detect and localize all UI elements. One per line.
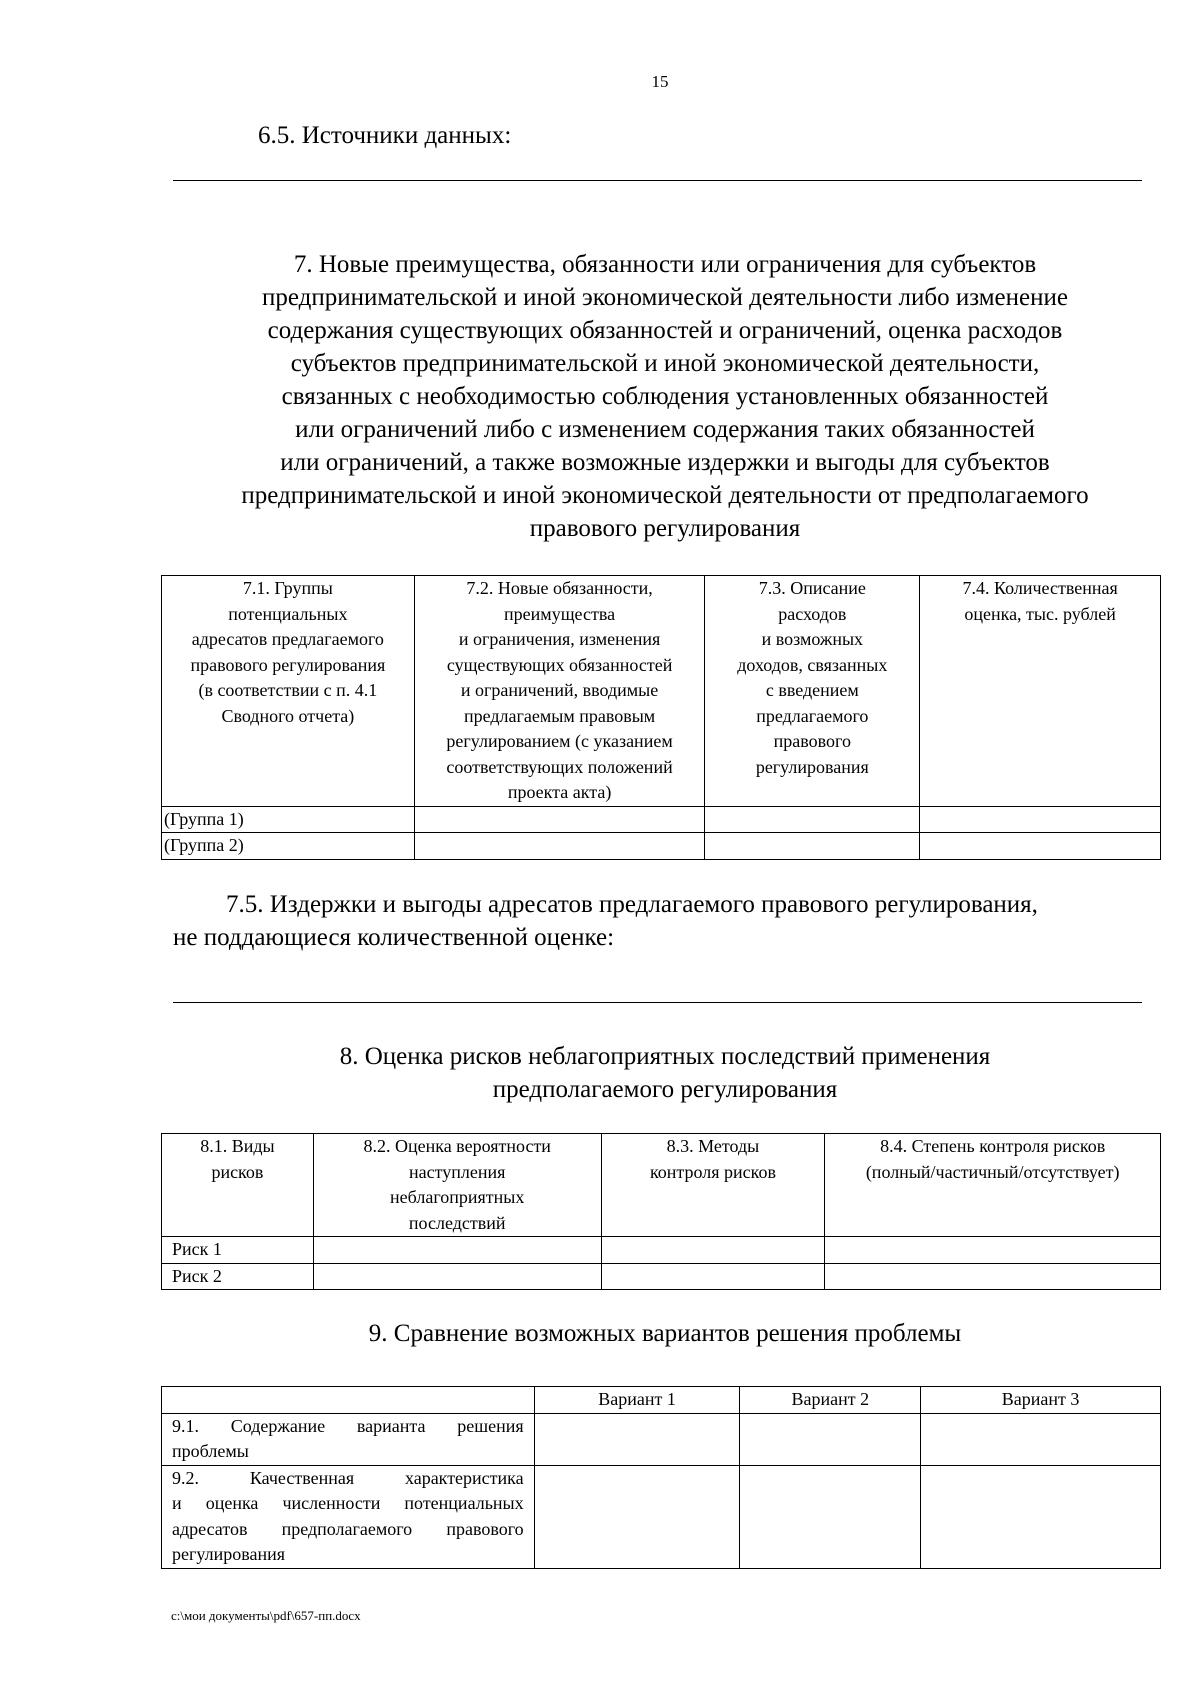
- table-cell: [920, 833, 1161, 860]
- table-cell: [921, 1465, 1161, 1568]
- header-8-2: 8.2. Оценка вероятности наступления неблагоприятных последствий: [313, 1134, 601, 1237]
- header-variant-2: Вариант 2: [740, 1387, 921, 1414]
- table-cell: (Группа 2): [162, 833, 415, 860]
- table-cell: [534, 1413, 740, 1465]
- header-7-3: 7.3. Описание расходов и возможных доходов, связанных с введением предлагаемого правового регулирования: [705, 576, 920, 807]
- table-cell: [601, 1237, 825, 1264]
- page-number: 15: [651, 72, 669, 91]
- table-row: [162, 1413, 1161, 1465]
- table-row: [162, 1263, 1161, 1290]
- table-cell: [313, 1237, 601, 1264]
- header-8-3: 8.3. Методы контроля рисков: [601, 1134, 825, 1237]
- header-7-1: 7.1. Группы потенциальных адресатов предлагаемого правового регулирования (в соответствии с п. 4.1 Сводного отчета): [162, 576, 415, 807]
- paragraph-7-5-line: 7.5. Издержки и выгоды адресатов предлагаемого правового регулирования,: [226, 891, 1038, 918]
- fill-in-line-6-5: [173, 180, 1142, 181]
- section-7-title-line: связанных с необходимостью соблюдения установленных обязанностей: [281, 383, 1049, 410]
- header-7-4: 7.4. Количественная оценка, тыс. рублей: [920, 576, 1161, 807]
- section-8-title: [160, 1040, 1170, 1106]
- section-8-title-line: предполагаемого регулирования: [492, 1076, 838, 1103]
- table-header-row: [162, 576, 1161, 807]
- table-cell: [740, 1465, 921, 1568]
- section-7-title-line: правового регулирования: [529, 515, 801, 542]
- table-row: [162, 1237, 1161, 1264]
- section-7-title-line: предпринимательской и иной экономической деятельности либо изменение: [262, 284, 1068, 311]
- table-cell: Риск 2: [162, 1263, 314, 1290]
- header-8-4: 8.4. Степень контроля рисков (полный/частичный/отсутствует): [825, 1134, 1161, 1237]
- table-header-row: [162, 1387, 1161, 1414]
- table-cell: [740, 1413, 921, 1465]
- section-7-title-line: или ограничений либо с изменением содержания таких обязанностей: [295, 416, 1035, 443]
- section-9-table: [161, 1386, 1161, 1569]
- table-header-row: [162, 1134, 1161, 1237]
- table-row: [162, 833, 1161, 860]
- section-7-title-line: содержания существующих обязанностей и ограничений, оценка расходов: [267, 317, 1063, 344]
- table-cell: [601, 1263, 825, 1290]
- section-8-title-line: 8. Оценка рисков неблагоприятных последствий применения: [339, 1043, 991, 1070]
- table-cell: (Группа 1): [162, 806, 415, 833]
- section-7-title-line: субъектов предпринимательской и иной экономической деятельности,: [290, 350, 1040, 377]
- table-cell: [705, 806, 920, 833]
- table-cell: [825, 1237, 1161, 1264]
- table-cell: [920, 806, 1161, 833]
- section-7-title-line: или ограничений, а также возможные издержки и выгоды для субъектов: [280, 449, 1050, 476]
- section-9-title: 9. Сравнение возможных вариантов решения проблемы: [368, 1320, 962, 1347]
- header-empty: [162, 1387, 535, 1414]
- footer-file-path: c:\мои документы\pdf\657-пп.docx: [171, 1608, 361, 1623]
- table-cell: [921, 1413, 1161, 1465]
- section-8-table: [161, 1133, 1161, 1290]
- table-row: [162, 1465, 1161, 1568]
- table-cell: [414, 833, 705, 860]
- paragraph-7-5-line: не поддающиеся количественной оценке:: [173, 924, 615, 951]
- table-cell: [705, 833, 920, 860]
- header-variant-3: Вариант 3: [921, 1387, 1161, 1414]
- header-variant-1: Вариант 1: [534, 1387, 740, 1414]
- row-label-9-1: 9.1. Содержание варианта решения проблемы: [162, 1413, 535, 1465]
- header-7-2: 7.2. Новые обязанности, преимущества и ограничения, изменения существующих обязанностей и ограничений, вводимые предлагаемым правовым регулированием (с указанием соответствующих положений проекта акта): [414, 576, 705, 807]
- table-row: [162, 806, 1161, 833]
- row-label-9-2: 9.2. Качественная характеристика и оценка численности потенциальных адресатов предполагаемого правового регулирования: [162, 1465, 535, 1568]
- section-7-title: [160, 248, 1170, 545]
- header-8-1: 8.1. Виды рисков: [162, 1134, 314, 1237]
- table-cell: [825, 1263, 1161, 1290]
- table-cell: [534, 1465, 740, 1568]
- section-7-title-line: 7. Новые преимущества, обязанности или ограничения для субъектов: [293, 251, 1037, 278]
- table-cell: [414, 806, 705, 833]
- table-cell: [313, 1263, 601, 1290]
- paragraph-7-5: [173, 888, 1173, 954]
- fill-in-line-7-5: [173, 1002, 1142, 1003]
- section-7-title-line: предпринимательской и иной экономической деятельности от предполагаемого: [241, 482, 1089, 509]
- table-cell: Риск 1: [162, 1237, 314, 1264]
- section-7-table: [161, 575, 1161, 860]
- section-6-5-heading: 6.5. Источники данных:: [258, 122, 512, 149]
